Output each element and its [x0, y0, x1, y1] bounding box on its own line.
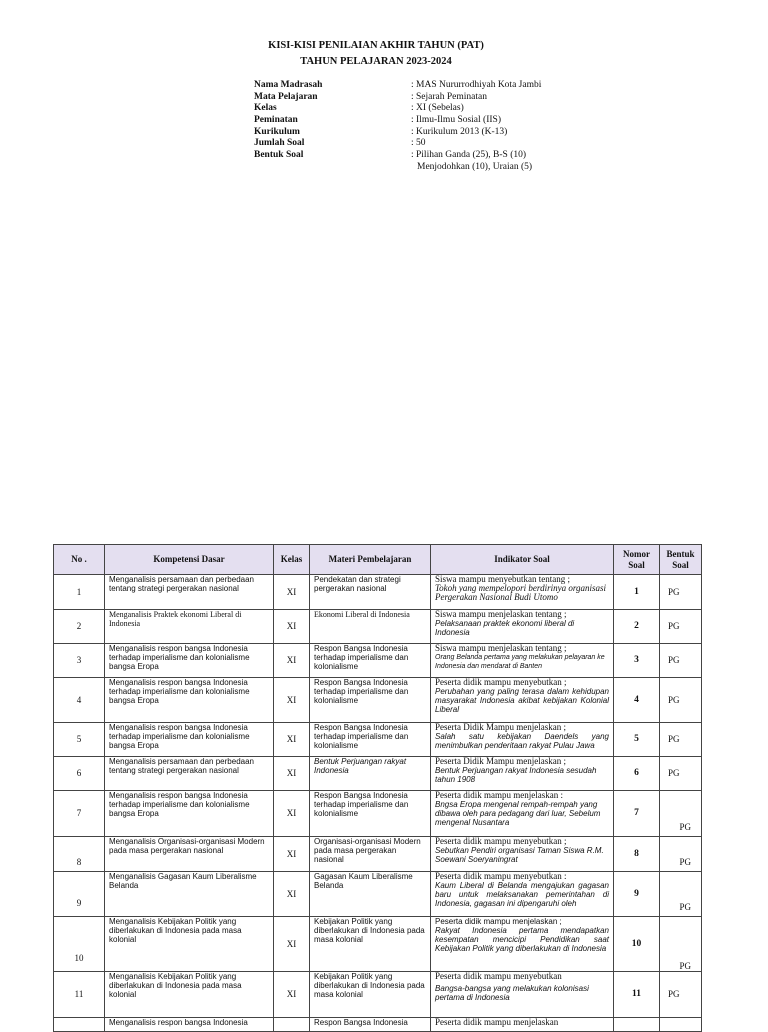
document-subtitle: TAHUN PELAJARAN 2023-2024 — [300, 56, 452, 67]
cell-kd: Menganalisis respon bangsa Indonesia terhadap imperialisme dan kolonialisme bangsa Eropa — [105, 791, 274, 837]
indikator-lead: Peserta didik mampu menjelaskan : — [435, 790, 563, 800]
info-value: : Pilihan Ganda (25), B-S (10) — [411, 150, 527, 161]
table-row — [54, 723, 702, 757]
table-row — [54, 757, 702, 791]
cell-materi: Gagasan Kaum Liberalisme Belanda — [310, 872, 431, 917]
indikator-lead: Peserta didik mampu menjelaskan ; — [435, 917, 562, 926]
table-row — [54, 972, 702, 1018]
cell-nomor: 9 — [614, 872, 660, 917]
cell-kelas: XI — [274, 837, 310, 872]
cell-materi: Kebijakan Politik yang diberlakukan di Indonesia pada masa kolonial — [310, 917, 431, 972]
indikator-lead: Peserta Didik Mampu menjelaskan ; — [435, 722, 566, 732]
header-kompetensi: Kompetensi Dasar — [105, 545, 274, 575]
info-value: : Sejarah Peminatan — [411, 91, 487, 102]
cell-nomor — [614, 1018, 660, 1032]
cell-kelas: XI — [274, 610, 310, 644]
cell-indikator — [431, 972, 614, 1018]
cell-materi: Respon Bangsa Indonesia terhadap imperialisme dan kolonialisme — [310, 678, 431, 723]
cell-kd: Menganalisis Kebijakan Politik yang diberlakukan di Indonesia pada masa kolonial — [105, 917, 274, 972]
indikator-detail: Kaum Liberal di Belanda mengajukan gagasan baru untuk melaksanakan pemerintahan di Indonesia, gagasan ini dipengaruhi oleh — [435, 881, 609, 908]
table-row — [54, 610, 702, 644]
info-value: : 50 — [411, 138, 426, 149]
header-materi: Materi Pembelajaran — [310, 545, 431, 575]
header-kelas: Kelas — [274, 545, 310, 575]
cell-no: 6 — [54, 757, 105, 791]
indikator-detail: Bangsa-bangsa yang melakukan kolonisasi pertama di Indonesia — [435, 984, 589, 1002]
header-no: No . — [54, 545, 105, 575]
cell-indikator — [431, 1018, 614, 1032]
cell-kd: Menganalisis persamaan dan perbedaan tentang strategi pergerakan nasional — [105, 757, 274, 791]
indikator-detail: Pelaksanaan praktek ekonomi liberal di Indonesia — [435, 619, 575, 637]
cell-materi: Respon Bangsa Indonesia terhadap imperialisme dan kolonialisme — [310, 723, 431, 757]
cell-indikator — [431, 917, 614, 972]
cell-no: 3 — [54, 644, 105, 678]
cell-nomor: 8 — [614, 837, 660, 872]
cell-bentuk: PG — [660, 610, 702, 644]
indikator-detail: Salah satu kebijakan Daendels yang menimbulkan penderitaan rakyat Pulau Jawa — [435, 732, 609, 750]
cell-indikator — [431, 644, 614, 678]
cell-bentuk: PG — [660, 972, 702, 1018]
cell-materi: Respon Bangsa Indonesia terhadap imperialisme dan kolonialisme — [310, 644, 431, 678]
cell-kd: Menganalisis respon bangsa Indonesia terhadap imperialisme dan kolonialisme bangsa Eropa — [105, 644, 274, 678]
cell-materi: Ekonomi Liberal di Indonesia — [310, 610, 431, 644]
info-value: : Kurikulum 2013 (K-13) — [411, 126, 508, 137]
indikator-lead: Siswa mampu menjelaskan tentang ; — [435, 609, 567, 619]
kisi-table — [53, 544, 702, 1032]
cell-bentuk: PG — [660, 575, 702, 610]
cell-bentuk: PG — [660, 757, 702, 791]
indikator-detail: Perubahan yang paling terasa dalam kehidupan masyarakat Indonesia akibat kebijakan Kolonial Liberal — [435, 687, 609, 714]
table-row — [54, 678, 702, 723]
cell-kelas: XI — [274, 678, 310, 723]
cell-kelas: XI — [274, 872, 310, 917]
cell-materi: Respon Bangsa Indonesia — [310, 1018, 431, 1032]
header-indikator: Indikator Soal — [431, 545, 614, 575]
cell-kelas: XI — [274, 723, 310, 757]
cell-bentuk: PG — [660, 644, 702, 678]
table-header-row — [54, 545, 702, 575]
info-value: : Ilmu-Ilmu Sosial (IIS) — [411, 115, 501, 126]
info-key: Jumlah Soal — [254, 138, 305, 149]
cell-indikator — [431, 678, 614, 723]
cell-kd: Menganalisis persamaan dan perbedaan tentang strategi pergerakan nasional — [105, 575, 274, 610]
cell-kd: Menganalisis Praktek ekonomi Liberal di Indonesia — [105, 610, 274, 644]
cell-no: 4 — [54, 678, 105, 723]
indikator-lead: Siswa mampu menyebutkan tentang ; — [435, 574, 570, 584]
cell-bentuk: PG — [660, 917, 702, 972]
cell-kd: Menganalisis respon bangsa Indonesia — [105, 1018, 274, 1032]
table-row — [54, 575, 702, 610]
cell-materi: Bentuk Perjuangan rakyat Indonesia — [310, 757, 431, 791]
cell-nomor: 7 — [614, 791, 660, 837]
info-key: Kelas — [254, 103, 277, 114]
indikator-lead: Peserta didik mampu menyebutkan — [435, 971, 562, 981]
cell-no: 8 — [54, 837, 105, 872]
info-value: : MAS Nururrodhiyah Kota Jambi — [411, 80, 542, 90]
info-key: Bentuk Soal — [254, 150, 304, 161]
indikator-detail: Rakyat Indonesia pertama mendapatkan kesempatan mencicipi Pendidikan saat Kebijakan Politik yang diberlakukan di Indonesia — [435, 926, 609, 953]
cell-nomor: 6 — [614, 757, 660, 791]
info-value: : XI (Sebelas) — [411, 103, 464, 114]
cell-indikator — [431, 723, 614, 757]
cell-no: 11 — [54, 972, 105, 1018]
cell-materi: Pendekatan dan strategi pergerakan nasional — [310, 575, 431, 610]
indikator-detail: Tokoh yang mempelopori berdirinya organisasi Pergerakan Nasional Budi Utomo — [435, 583, 606, 602]
cell-bentuk: PG — [660, 678, 702, 723]
table-row — [54, 791, 702, 837]
info-key: Mata Pelajaran — [254, 91, 318, 102]
indikator-lead: Peserta didik mampu menjelaskan — [435, 1017, 559, 1027]
cell-materi: Organisasi-organisasi Modern pada masa pergerakan nasional — [310, 837, 431, 872]
document-title: KISI-KISI PENILAIAN AKHIR TAHUN (PAT) — [268, 40, 484, 51]
indikator-lead: Peserta Didik Mampu menjelaskan ; — [435, 756, 566, 766]
table-row — [54, 872, 702, 917]
indikator-detail: Orang Belanda pertama yang melakukan pelayaran ke Indonesia dan mendarat di Banten — [435, 654, 605, 670]
table-row — [54, 644, 702, 678]
cell-no: 2 — [54, 610, 105, 644]
info-key: Peminatan — [254, 115, 298, 126]
cell-nomor: 3 — [614, 644, 660, 678]
cell-bentuk: PG — [660, 723, 702, 757]
cell-nomor: 5 — [614, 723, 660, 757]
table-row — [54, 837, 702, 872]
cell-no — [54, 1018, 105, 1032]
table-row — [54, 1018, 702, 1032]
indikator-detail: Sebutkan Pendiri organisasi Taman Siswa R.M. Soewani Soeryaningrat — [435, 846, 604, 864]
cell-kelas — [274, 1018, 310, 1032]
cell-materi: Kebijakan Politik yang diberlakukan di Indonesia pada masa kolonial — [310, 972, 431, 1018]
indikator-detail: Bentuk Perjuangan rakyat Indonesia sesudah tahun 1908 — [435, 766, 597, 784]
indikator-lead: Siswa mampu menjelaskan tentang ; — [435, 643, 567, 653]
info-value: Menjodohkan (10), Uraian (5) — [417, 161, 533, 172]
cell-kelas: XI — [274, 575, 310, 610]
cell-no: 7 — [54, 791, 105, 837]
cell-indikator — [431, 757, 614, 791]
cell-bentuk: PG — [660, 837, 702, 872]
indikator-lead: Peserta didik mampu menyebutkan : — [435, 871, 567, 881]
cell-indikator — [431, 837, 614, 872]
cell-nomor: 11 — [614, 972, 660, 1018]
cell-nomor: 1 — [614, 575, 660, 610]
cell-materi: Respon Bangsa Indonesia terhadap imperialisme dan kolonialisme — [310, 791, 431, 837]
cell-no: 1 — [54, 575, 105, 610]
cell-indikator — [431, 872, 614, 917]
cell-bentuk — [660, 1018, 702, 1032]
indikator-lead: Peserta didik mampu menyebutkan ; — [435, 677, 567, 687]
cell-kd: Menganalisis Gagasan Kaum Liberalisme Belanda — [105, 872, 274, 917]
header-bentuk: Bentuk Soal — [660, 545, 702, 575]
cell-kelas: XI — [274, 644, 310, 678]
info-key: Nama Madrasah — [254, 80, 323, 90]
cell-indikator — [431, 791, 614, 837]
info-key: Kurikulum — [254, 126, 300, 137]
cell-kd: Menganalisis respon bangsa Indonesia terhadap imperialisme dan kolonialisme bangsa Eropa — [105, 678, 274, 723]
cell-kd: Menganalisis Kebijakan Politik yang diberlakukan di Indonesia pada masa kolonial — [105, 972, 274, 1018]
cell-kelas: XI — [274, 757, 310, 791]
cell-bentuk: PG — [660, 872, 702, 917]
cell-indikator — [431, 575, 614, 610]
cell-nomor: 2 — [614, 610, 660, 644]
cell-no: 5 — [54, 723, 105, 757]
cell-kelas: XI — [274, 917, 310, 972]
cell-bentuk: PG — [660, 791, 702, 837]
cell-kd: Menganalisis Organisasi-organisasi Modern pada masa pergerakan nasional — [105, 837, 274, 872]
cell-nomor: 10 — [614, 917, 660, 972]
cell-indikator — [431, 610, 614, 644]
cell-no: 10 — [54, 917, 105, 972]
cell-no: 9 — [54, 872, 105, 917]
indikator-lead: Peserta didik mampu menyebutkan ; — [435, 836, 567, 846]
header-nomor: Nomor Soal — [614, 545, 660, 575]
cell-kd: Menganalisis respon bangsa Indonesia terhadap imperialisme dan kolonialisme bangsa Eropa — [105, 723, 274, 757]
cell-kelas: XI — [274, 972, 310, 1018]
table-row — [54, 917, 702, 972]
cell-nomor: 4 — [614, 678, 660, 723]
cell-kelas: XI — [274, 791, 310, 837]
indikator-detail: Bngsa Eropa mengenal rempah-rempah yang dibawa oleh para pedagang dari luar, Sebelum mengenal Nusantara — [435, 800, 601, 827]
